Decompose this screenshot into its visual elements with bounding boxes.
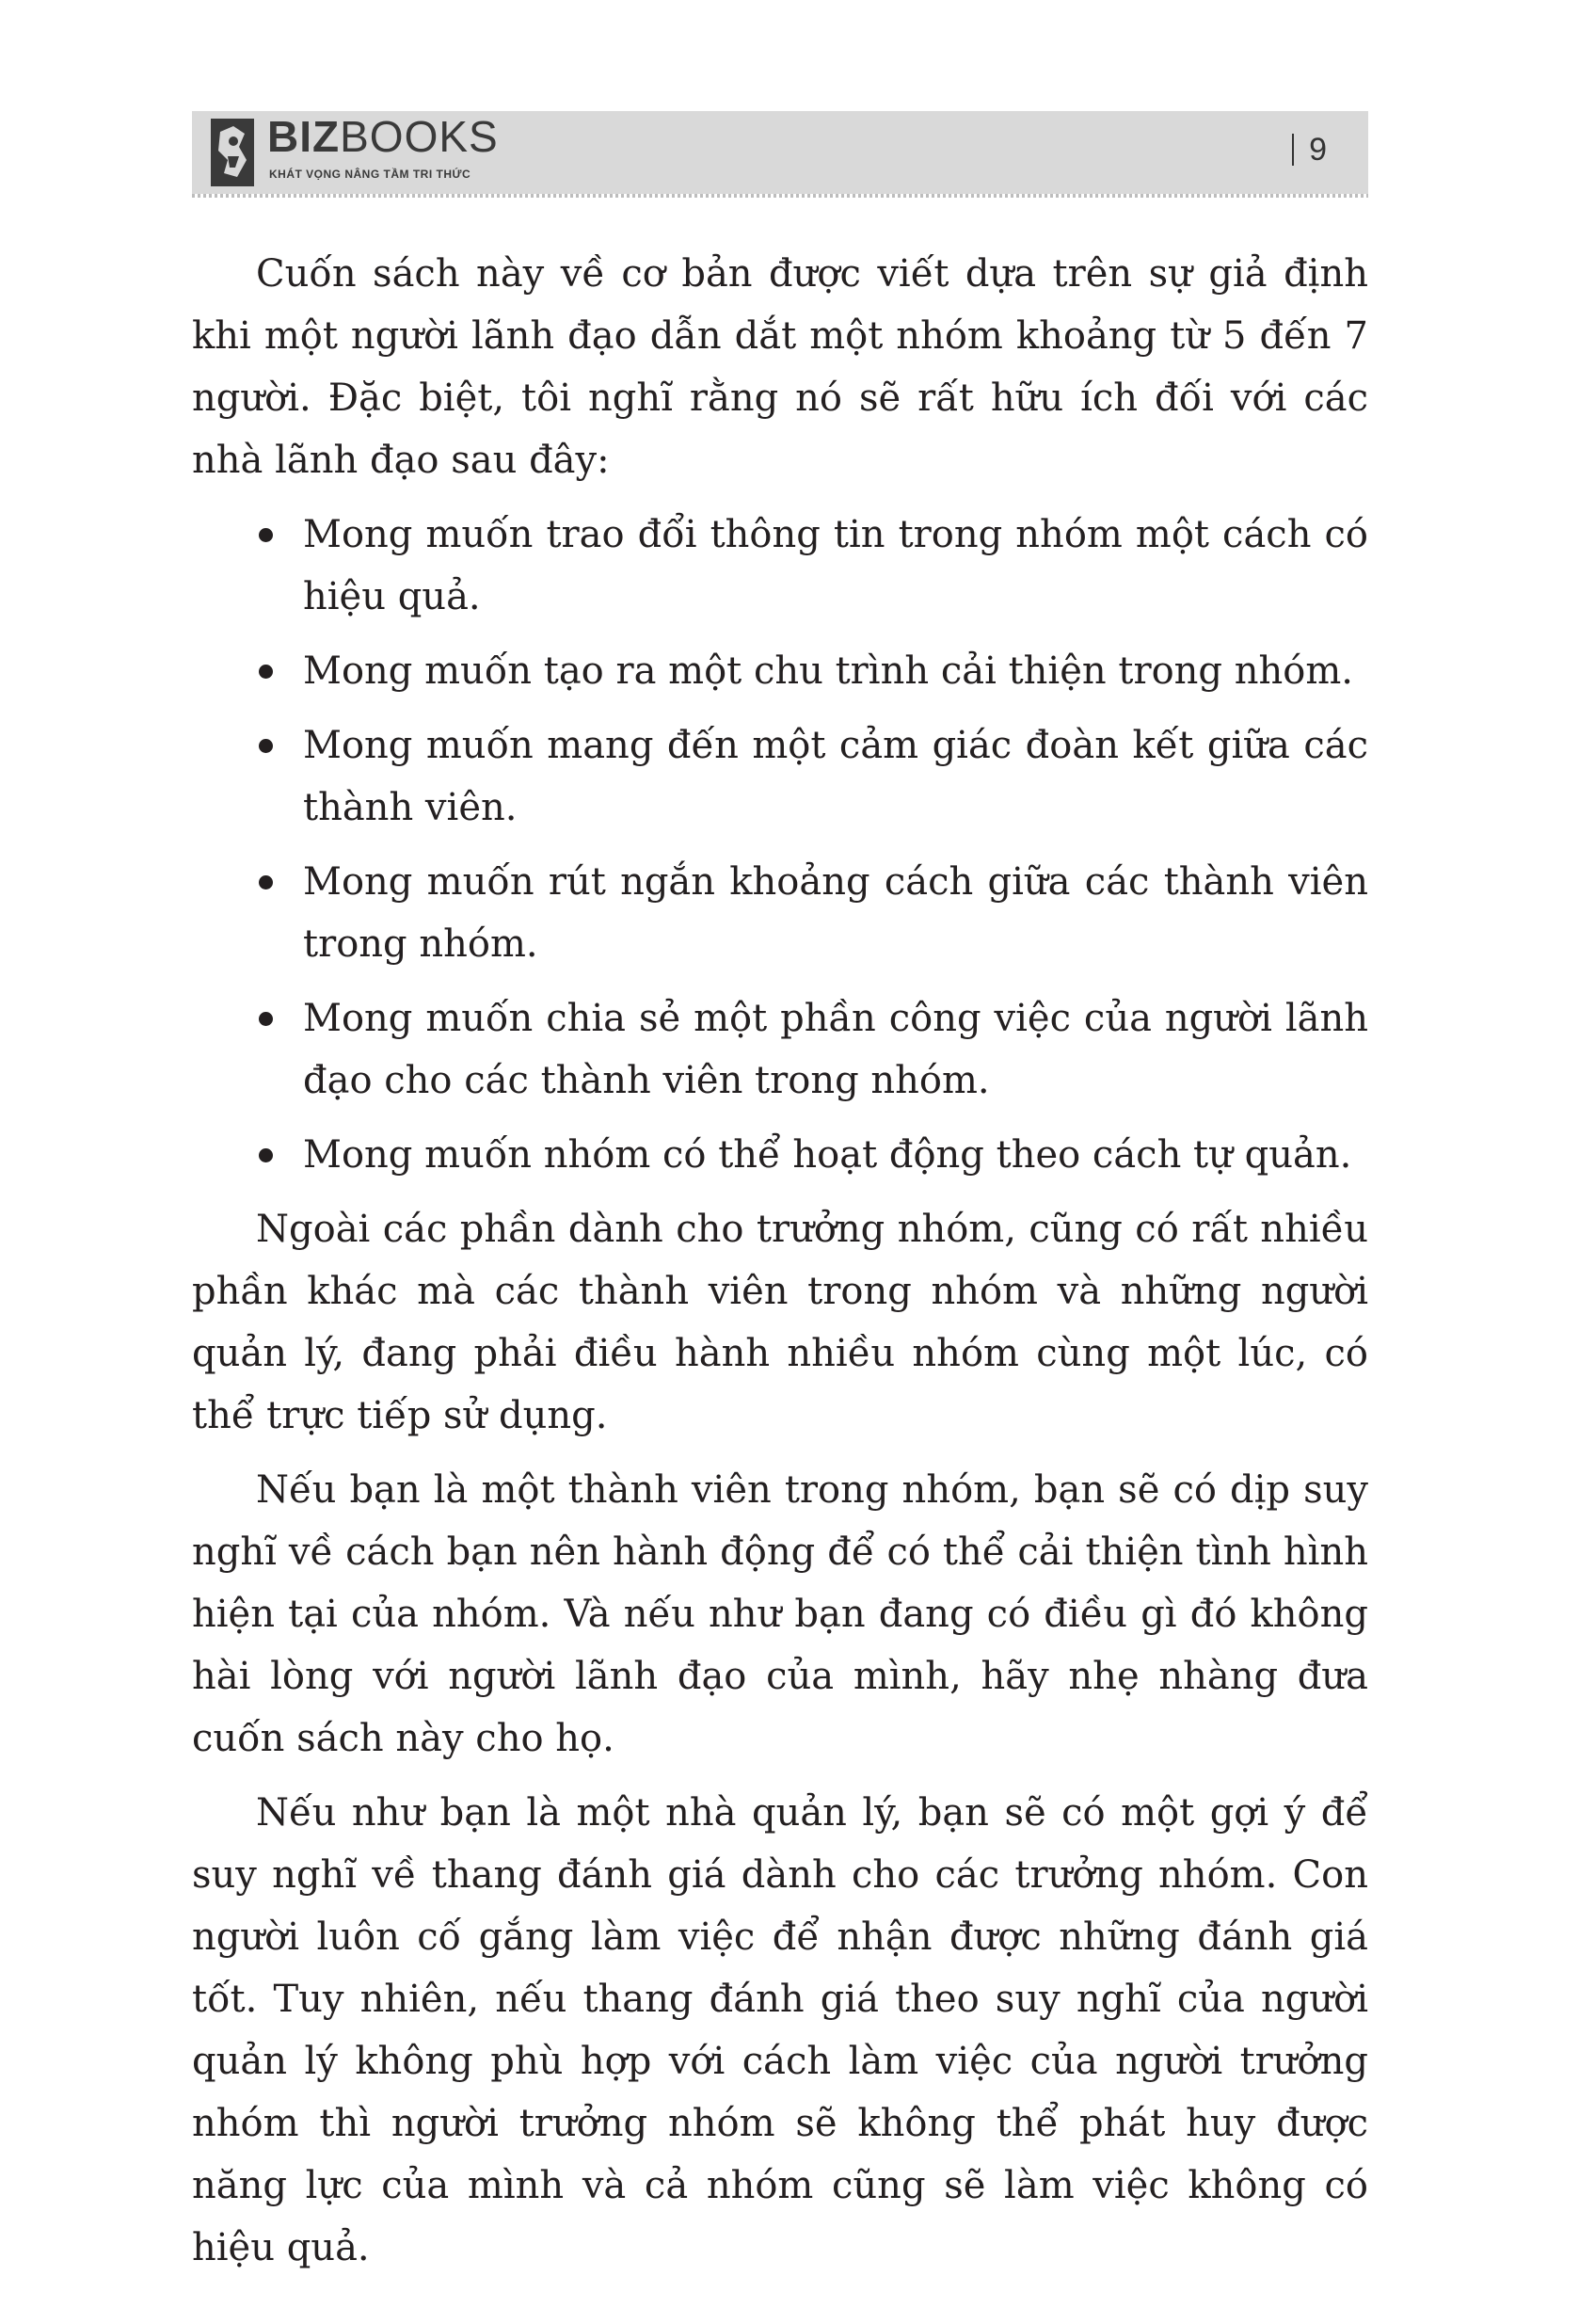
brand-name xyxy=(267,112,499,161)
bullet-item: Mong muốn trao đổi thông tin trong nhóm một cách có hiệu quả. xyxy=(192,504,1368,628)
body-paragraph: Nếu bạn là một thành viên trong nhóm, bạn sẽ có dịp suy nghĩ về cách bạn nên hành động để có thể cải thiện tình hình hiện tại của nhóm. Và nếu như bạn đang có điều gì đó không hài lòng với người lãnh đạo của mình, hãy nhẹ nhàng đưa cuốn sách này cho họ. xyxy=(192,1468,1368,1760)
brand-light: BOOKS xyxy=(340,112,499,161)
bizbooks-logo-icon xyxy=(211,119,254,186)
body-paragraph: Ngoài các phần dành cho trưởng nhóm, cũng có rất nhiều phần khác mà các thành viên trong nhóm và những người quản lý, đang phải điều hành nhiều nhóm cùng một lúc, có thể trực tiếp sử dụng. xyxy=(192,1208,1368,1437)
intro-paragraph: Cuốn sách này về cơ bản được viết dựa trên sự giả định khi một người lãnh đạo dẫn dắt một nhóm khoảng từ 5 đến 7 người. Đặc biệt, tôi nghĩ rằng nó sẽ rất hữu ích đối với các nhà lãnh đạo sau đây: xyxy=(192,252,1368,482)
page-header xyxy=(192,111,1368,194)
bullet-list xyxy=(192,504,1368,1186)
bullet-item: Mong muốn nhóm có thể hoạt động theo cách tự quản. xyxy=(192,1124,1368,1186)
bullet-item: Mong muốn tạo ra một chu trình cải thiện trong nhóm. xyxy=(192,640,1368,702)
brand-tagline: KHÁT VỌNG NÂNG TẦM TRI THỨC xyxy=(269,168,471,181)
brand-bold: BIZ xyxy=(267,112,341,161)
page-number: 9 xyxy=(1292,132,1327,168)
bullet-item: Mong muốn mang đến một cảm giác đoàn kết giữa các thành viên. xyxy=(192,714,1368,839)
body-paragraph: Nếu như bạn là một nhà quản lý, bạn sẽ có một gợi ý để suy nghĩ về thang đánh giá dành cho các trưởng nhóm. Con người luôn cố gắng làm việc để nhận được những đánh giá tốt. Tuy nhiên, nếu thang đánh giá theo suy nghĩ của người quản lý không phù hợp với cách làm việc của người trưởng nhóm thì người trưởng nhóm sẽ không thể phát huy được năng lực của mình và cả nhóm cũng sẽ làm việc không có hiệu quả. xyxy=(192,1791,1368,2269)
bullet-item: Mong muốn rút ngắn khoảng cách giữa các thành viên trong nhóm. xyxy=(192,851,1368,975)
page-body xyxy=(192,243,1368,2291)
bullet-item: Mong muốn chia sẻ một phần công việc của người lãnh đạo cho các thành viên trong nhóm. xyxy=(192,987,1368,1112)
